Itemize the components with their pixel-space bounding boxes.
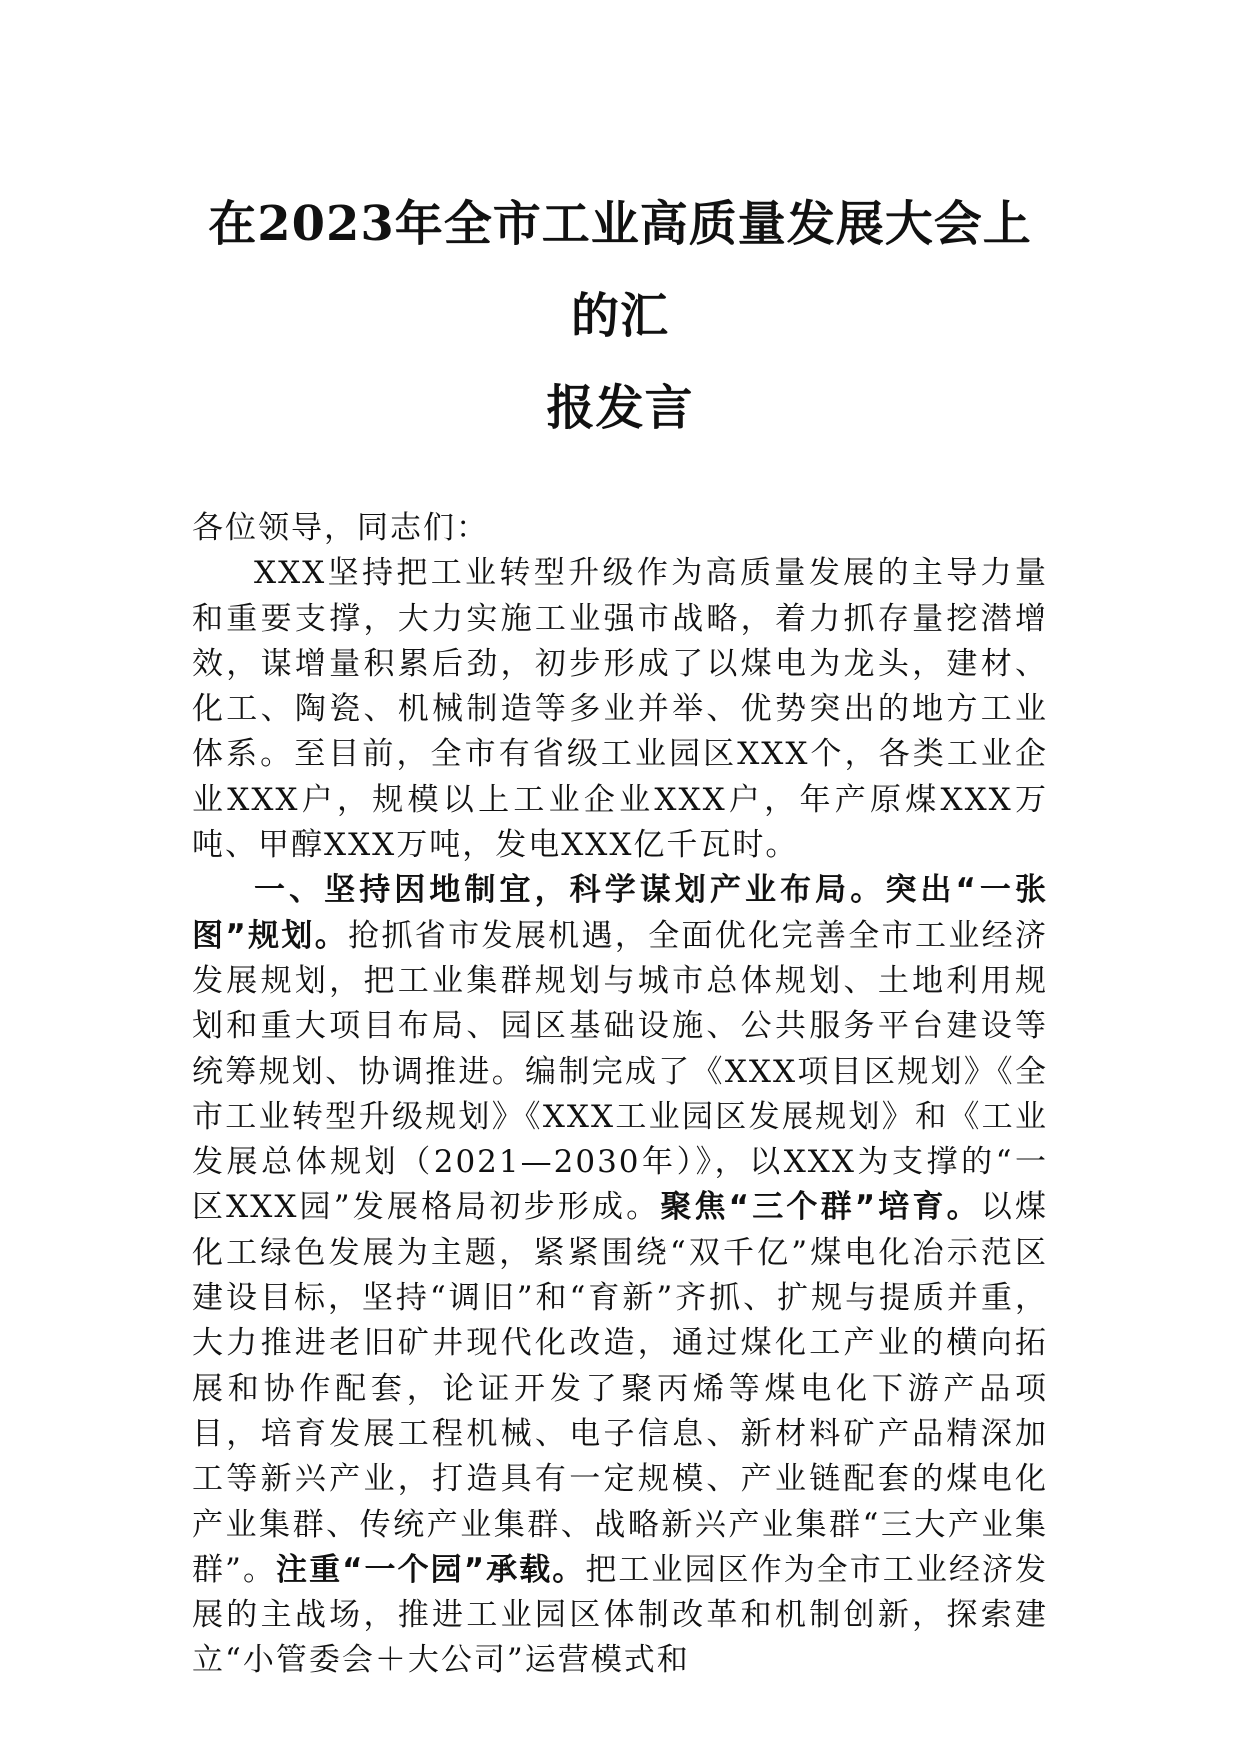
title-line-2: 报发言 xyxy=(546,380,694,436)
document-title xyxy=(192,178,1048,454)
section-1-heading: 一、坚持因地制宜，科学谋划产业布局。 xyxy=(254,872,886,909)
section-1-text-2: 以煤化工绿色发展为主题，紧紧围绕“双千亿”煤电化冶示范区建设目标，坚持“调旧”和“育新”齐抓、扩规与提质并重，大力推进老旧矿井现代化改造，通过煤化工产业的横向拓展和协作配套，论证开发了聚丙烯等煤电化下游产品项目，培育发展工程机械、电子信息、新材料矿产品精深加工等新兴产业，打造具有一定规模、产业链配套的煤电化产业集群、传统产业集群、战略新兴产业集群“三大产业集群”。 xyxy=(192,1189,1049,1588)
section-1-subheading-2: 聚焦“三个群”培育。 xyxy=(660,1189,981,1226)
section-1-subheading-1: 突出“一张图”规划。 xyxy=(192,872,1048,954)
title-line-1: 在2023年全市工业高质量发展大会上的汇 xyxy=(208,196,1032,344)
section-1-subheading-3: 注重“一个园”承载。 xyxy=(276,1551,586,1588)
section-1-paragraph xyxy=(192,868,1048,1683)
salutation: 各位领导，同志们： xyxy=(192,510,489,546)
section-1-text-3: 把工业园区作为全市工业经济发展的主战场，推进工业园区体制改革和机制创新，探索建立“小管委会＋大公司”运营模式和 xyxy=(192,1551,1049,1679)
intro-paragraph: XXX坚持把工业转型升级作为高质量发展的主导力量和重要支撑，大力实施工业强市战略，着力抓存量挖潜增效，谋增量积累后劲，初步形成了以煤电为龙头，建材、化工、陶瓷、机械制造等多业并举、优势突出的地方工业体系。至目前，全市有省级工业园区XXX个，各类工业企业XXX户，规模以上工业企业XXX户，年产原煤XXX万吨、甲醇XXX万吨，发电XXX亿千瓦时。 xyxy=(192,555,1048,864)
document-body xyxy=(192,506,1048,1684)
document-page xyxy=(192,0,1048,1684)
section-1-text-1: 抢抓省市发展机遇，全面优化完善全市工业经济发展规划，把工业集群规划与城市总体规划、土地利用规划和重大项目布局、园区基础设施、公共服务平台建设等统筹规划、协调推进。编制完成了《XXX项目区规划》《全市工业转型升级规划》《XXX工业园区发展规划》和《工业发展总体规划（2021—2030年）》，以XXX为支撑的“一区XXX园”发展格局初步形成。 xyxy=(192,917,1049,1226)
